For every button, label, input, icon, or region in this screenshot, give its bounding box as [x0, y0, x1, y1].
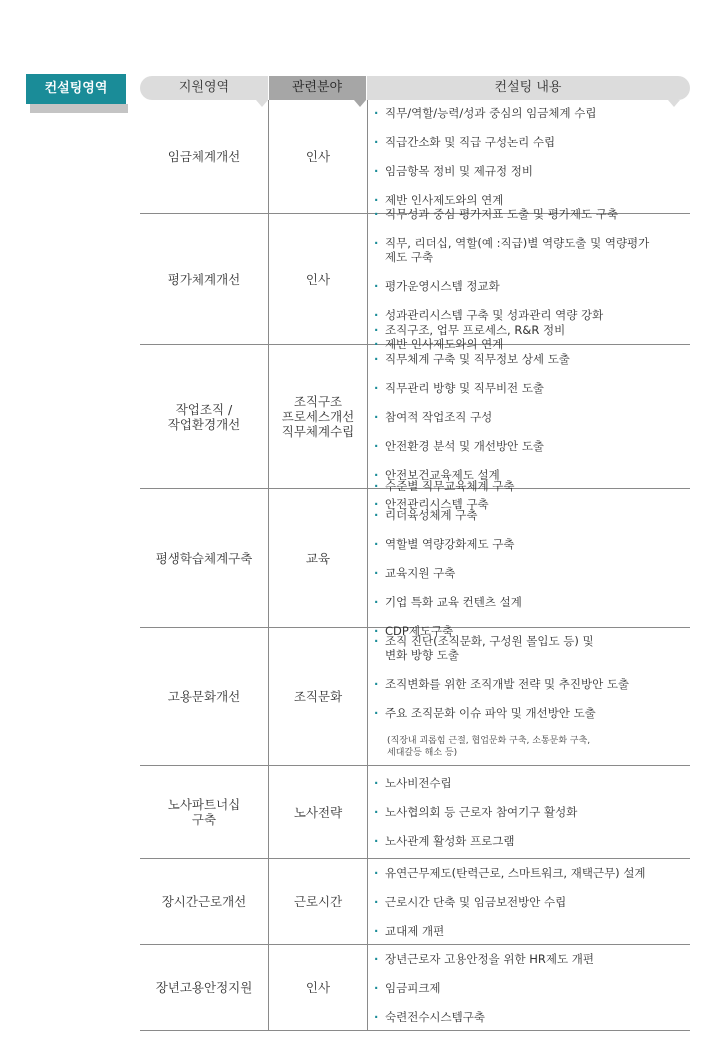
list-item: · 직무성과 중심 평가지표 도출 및 평가제도 구축 — [374, 207, 649, 221]
list-item: · 노사협의회 등 근로자 참여기구 활성화 — [374, 805, 577, 819]
list-item: · 유연근무제도(탄력근로, 스마트워크, 재택근무) 설계 — [374, 866, 646, 880]
list-item: · 근로시간 단축 및 임금보전방안 수립 — [374, 895, 646, 909]
list-item: · 직무관리 방향 및 직무비전 도출 — [374, 381, 570, 395]
section-tag-label: 컨설팅영역 — [26, 74, 126, 104]
list-item: · 노사관계 활성화 프로그램 — [374, 834, 577, 848]
list-item: · 안전관리시스템 구축 — [374, 497, 570, 511]
cell-related-field: 인사 — [268, 945, 368, 1030]
list-item: · 조직 진단(조직문화, 구성원 몰입도 등) 및 변화 방향 도출 — [374, 634, 629, 662]
list-item: · 직무체계 구축 및 직무정보 상세 도출 — [374, 352, 570, 366]
list-item: · 제반 인사제도와의 연계 — [374, 193, 596, 207]
table-row — [140, 945, 690, 1031]
bullet-list — [374, 619, 629, 774]
list-item: · 역할별 역량강화제도 구축 — [374, 537, 522, 551]
list-item: · 참여적 작업조직 구성 — [374, 410, 570, 424]
list-item: · 장년근로자 고용안정을 위한 HR제도 개편 — [374, 952, 594, 966]
bullet-list — [374, 761, 577, 863]
list-item: · 임금항목 정비 및 제규정 정비 — [374, 164, 596, 178]
cell-related-field: 인사 — [268, 100, 368, 213]
list-item: · 직급간소화 및 직급 구성논리 수립 — [374, 135, 596, 149]
list-item: · 교육지원 구축 — [374, 566, 522, 580]
cell-related-field: 교육 — [268, 489, 368, 627]
cell-related-field: 노사전략 — [268, 766, 368, 858]
list-item: · 노사비전수립 — [374, 776, 577, 790]
table-row — [140, 478, 690, 638]
header-support-area: 지원영역 — [140, 76, 268, 100]
table-row — [140, 859, 690, 945]
cell-related-field: 인사 — [268, 214, 368, 344]
header-divider — [268, 76, 269, 100]
header-related-field: 관련분야 — [268, 76, 366, 100]
list-item: · 기업 특화 교육 컨텐츠 설계 — [374, 595, 522, 609]
table-body — [140, 100, 690, 1031]
cell-support-area: 장년고용안정지원 — [155, 980, 253, 995]
cell-related-field: 조직구조 프로세스개선 직무체계수립 — [268, 345, 368, 488]
list-item: · 리더육성체계 구축 — [374, 508, 522, 522]
header-consulting-content: 컨설팅 내용 — [366, 76, 690, 100]
cell-related-field: 근로시간 — [268, 859, 368, 944]
cell-related-field: 조직문화 — [268, 628, 368, 765]
list-item: · 성과관리시스템 구축 및 성과관리 역량 강화 — [374, 308, 649, 322]
consulting-table — [140, 76, 690, 1031]
list-item: · 조직구조, 업무 프로세스, R&R 정비 — [374, 323, 570, 337]
list-item: · 안전환경 분석 및 개선방안 도출 — [374, 439, 570, 453]
cell-support-area: 평가체계개선 — [167, 271, 241, 287]
bullet-list — [374, 937, 594, 1039]
cell-support-area: 평생학습체계구축 — [155, 550, 253, 566]
list-item: · 직무, 리더십, 역할(예 :직급)별 역량도출 및 역량평가 제도 구축 — [374, 236, 649, 264]
list-item: · 숙련전수시스템구축 — [374, 1010, 594, 1024]
cell-consulting-content — [366, 859, 690, 944]
table-row — [140, 766, 690, 859]
list-item: · 안전보건교육제도 설계 — [374, 468, 570, 482]
list-item: · 직무/역할/능력/성과 중심의 임금체계 수립 — [374, 106, 596, 120]
cell-support-area: 작업조직 / 작업환경개선 — [167, 401, 241, 432]
cell-consulting-content — [366, 945, 690, 1030]
list-item: · CDP제도구축 — [374, 624, 522, 638]
table-row — [140, 628, 690, 766]
section-tag — [26, 74, 128, 114]
list-item: · 조직변화를 위한 조직개발 전략 및 추진방안 도출 — [374, 677, 629, 691]
cell-consulting-content — [366, 478, 690, 638]
header-divider — [366, 76, 367, 100]
list-item: · 제반 인사제도와의 연계 — [374, 337, 649, 351]
list-item: · 평가운영시스템 정교화 — [374, 279, 649, 293]
list-item-note: (직장내 괴롭힘 근절, 협업문화 구축, 소통문화 구축, 세대갈등 해소 등) — [387, 736, 591, 758]
cell-support-area: 임금체계개선 — [167, 149, 241, 164]
list-item: · 주요 조직문화 이슈 파악 및 개선방안 도출 — [374, 706, 629, 720]
cell-consulting-content — [366, 766, 690, 858]
cell-support-area: 장시간근로개선 — [161, 894, 247, 909]
section-tag-shadow — [30, 104, 128, 113]
list-item: · 임금피크제 — [374, 981, 594, 995]
cell-support-area: 노사파트너십 구축 — [167, 797, 241, 827]
list-item: · 교대제 개편 — [374, 924, 646, 938]
cell-consulting-content — [366, 628, 690, 765]
cell-support-area: 고용문화개선 — [167, 689, 241, 704]
list-item: · 수준별 직무교육체계 구축 — [374, 479, 522, 493]
